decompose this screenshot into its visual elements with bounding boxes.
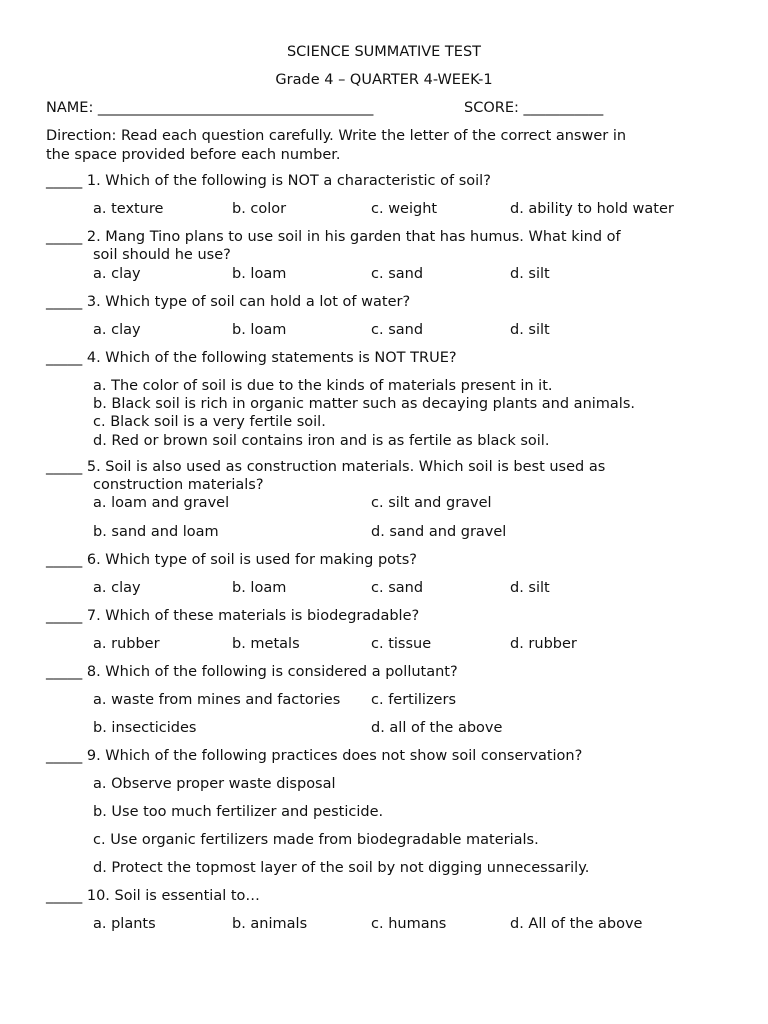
question-3-choice-c: c. sand xyxy=(371,322,424,338)
question-6-choice-a: a. clay xyxy=(93,580,141,596)
question-7-choice-b: b. metals xyxy=(232,636,300,652)
question-3-choice-b: b. loam xyxy=(232,322,287,338)
question-10-choice-b: b. animals xyxy=(232,916,308,932)
question-7-choice-a: a. rubber xyxy=(93,636,160,652)
question-7-stem: _____ 7. Which of these materials is biodegradable? xyxy=(46,608,420,624)
question-10-choice-d: d. All of the above xyxy=(510,916,643,932)
question-8-choice-d: d. all of the above xyxy=(371,720,503,736)
question-4-choice-a: a. The color of soil is due to the kinds of materials present in it. xyxy=(93,378,553,394)
direction-line-2: the space provided before each number. xyxy=(46,147,341,163)
question-1-choice-b: b. color xyxy=(232,201,287,217)
question-8-stem: _____ 8. Which of the following is considered a pollutant? xyxy=(46,664,458,680)
question-2-choice-d: d. silt xyxy=(510,266,550,282)
question-3-choice-a: a. clay xyxy=(93,322,141,338)
question-7-choice-d: d. rubber xyxy=(510,636,577,652)
question-5-choice-d: d. sand and gravel xyxy=(371,524,507,540)
question-6-choice-c: c. sand xyxy=(371,580,424,596)
question-5-choice-c: c. silt and gravel xyxy=(371,495,492,511)
question-6-stem: _____ 6. Which type of soil is used for making pots? xyxy=(46,552,417,568)
question-2-choice-c: c. sand xyxy=(371,266,424,282)
question-10-choice-c: c. humans xyxy=(371,916,447,932)
question-3-choice-d: d. silt xyxy=(510,322,550,338)
question-9-choice-b: b. Use too much fertilizer and pesticide. xyxy=(93,804,384,820)
name-field[interactable]: NAME: ______________________________________ xyxy=(46,100,374,116)
question-7-choice-c: c. tissue xyxy=(371,636,432,652)
question-9-stem: _____ 9. Which of the following practices does not show soil conservation? xyxy=(46,748,583,764)
question-2-stem-cont: soil should he use? xyxy=(93,247,231,263)
question-6-choice-b: b. loam xyxy=(232,580,287,596)
question-9-choice-d: d. Protect the topmost layer of the soil by not digging unnecessarily. xyxy=(93,860,590,876)
question-4-choice-c: c. Black soil is a very fertile soil. xyxy=(93,414,326,430)
question-4-choice-d: d. Red or brown soil contains iron and is as fertile as black soil. xyxy=(93,433,550,449)
question-5-stem: _____ 5. Soil is also used as construction materials. Which soil is best used as xyxy=(46,459,606,475)
question-3-stem: _____ 3. Which type of soil can hold a lot of water? xyxy=(46,294,411,310)
question-2-stem: _____ 2. Mang Tino plans to use soil in his garden that has humus. What kind of xyxy=(46,229,621,245)
question-5-choice-a: a. loam and gravel xyxy=(93,495,230,511)
question-9-choice-c: c. Use organic fertilizers made from biodegradable materials. xyxy=(93,832,539,848)
question-4-stem: _____ 4. Which of the following statements is NOT TRUE? xyxy=(46,350,457,366)
question-8-choice-b: b. insecticides xyxy=(93,720,197,736)
question-5-stem-cont: construction materials? xyxy=(93,477,264,493)
question-1-choice-a: a. texture xyxy=(93,201,164,217)
direction-line-1: Direction: Read each question carefully. Write the letter of the correct answer in xyxy=(46,128,627,144)
question-8-choice-c: c. fertilizers xyxy=(371,692,456,708)
question-5-choice-b: b. sand and loam xyxy=(93,524,219,540)
question-1-choice-c: c. weight xyxy=(371,201,438,217)
question-2-choice-b: b. loam xyxy=(232,266,287,282)
score-field[interactable]: SCORE: ___________ xyxy=(464,100,604,116)
question-9-choice-a: a. Observe proper waste disposal xyxy=(93,776,336,792)
test-subtitle: Grade 4 – QUARTER 4-WEEK-1 xyxy=(275,72,493,88)
question-10-stem: _____ 10. Soil is essential to… xyxy=(46,888,260,904)
question-4-choice-b: b. Black soil is rich in organic matter such as decaying plants and animals. xyxy=(93,396,635,412)
question-6-choice-d: d. silt xyxy=(510,580,550,596)
question-2-choice-a: a. clay xyxy=(93,266,141,282)
question-10-choice-a: a. plants xyxy=(93,916,156,932)
question-1-stem: _____ 1. Which of the following is NOT a characteristic of soil? xyxy=(46,173,491,189)
question-1-choice-d: d. ability to hold water xyxy=(510,201,674,217)
question-8-choice-a: a. waste from mines and factories xyxy=(93,692,341,708)
test-title: SCIENCE SUMMATIVE TEST xyxy=(286,44,482,60)
